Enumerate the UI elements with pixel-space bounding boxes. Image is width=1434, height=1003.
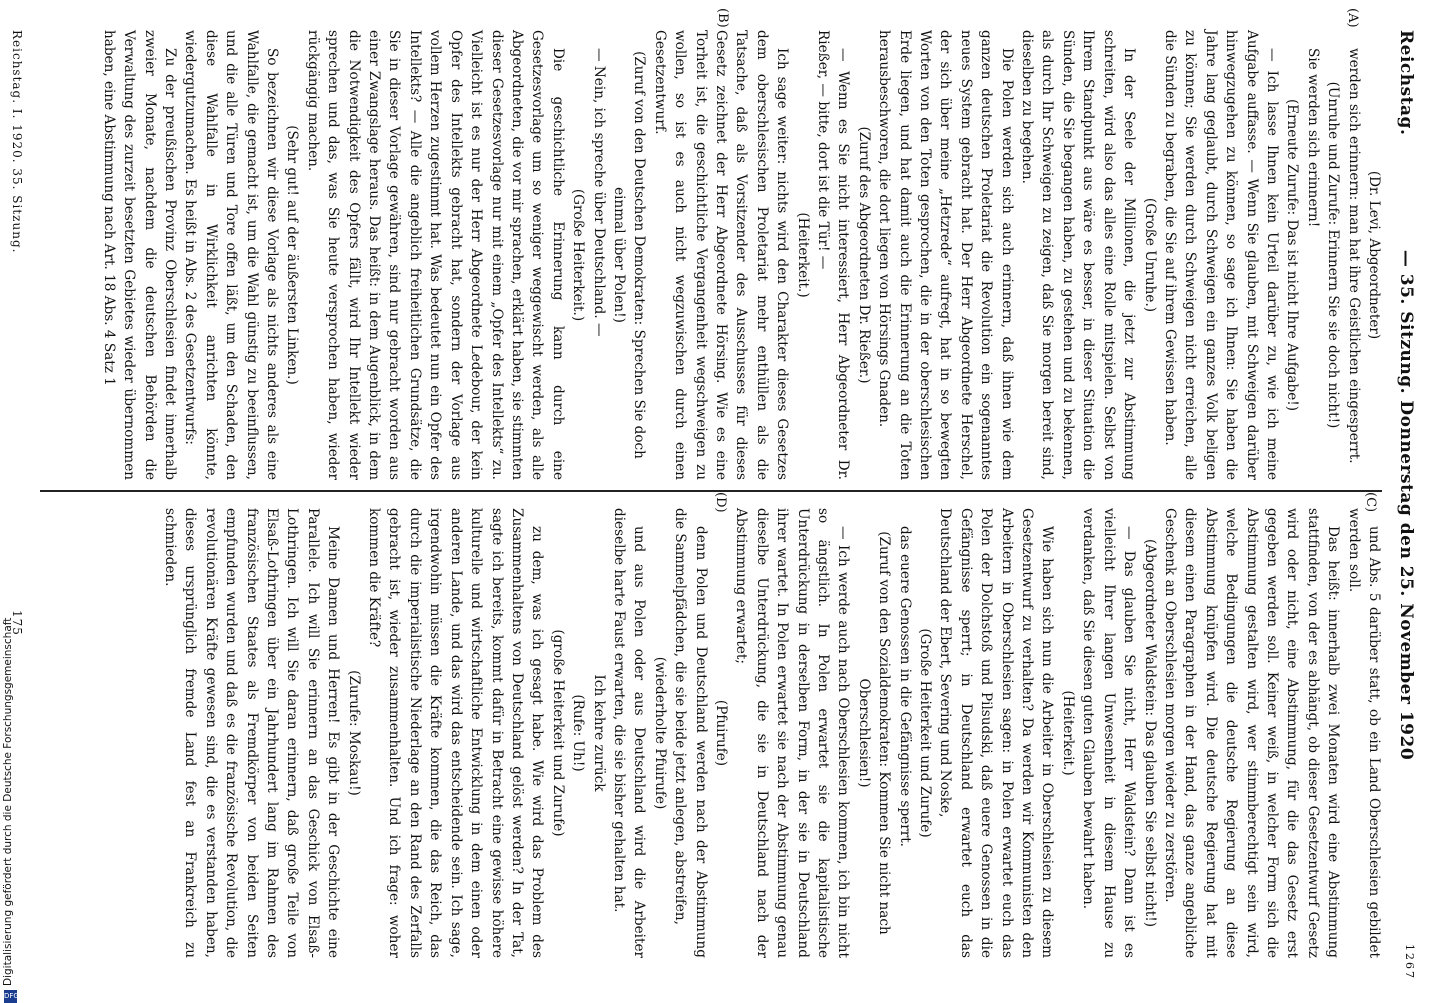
left-column-paragraph: In der Seele der Millionen, die jetzt zur Abstimmung schreiten, wird also das alles eine Rolle mitspielen. Selbst von Ihrem Standpunkt aus wäre es besser, in dieser Situation die Sünden, die Sie begangen haben, zu gestehen und zu bekennen, als durch Ihr Schweigen zu zeigen, daß Sie morgen bereit sind, dieselben zu begehen. [1019, 30, 1138, 480]
header-left: Reichstag. [1396, 30, 1416, 136]
right-column-paragraph: Das heißt: innerhalb zwei Monaten wird eine Abstimmung stattfinden, von der es abhängt, ob dieser Gesetzentwurf Gesetz wird oder nicht, eine Abstimmung, für die das Gesetz erst gegeben werden soll. Keiner weiß, in welcher Form sich die Abstimmung gestalten wird, wer stimmberechtigt sein wird, welche Bedingungen die deutsche Regierung an diese Abstimmung knüpfen wird. Die deutsche Regierung hat mit diesem einen Paragraphen in der Hand, das ganze angebliche Geschenk an Oberschlesien morgen wieder zu zerstören. [1161, 508, 1342, 958]
right-column-paragraph: (Große Heiterkeit und Zurufe) [917, 628, 934, 838]
right-column-paragraph: (Heiterkeit.) [1059, 690, 1076, 776]
right-column-paragraph: (Zurufe: Moskau!) [345, 670, 362, 796]
left-column-paragraph: — Nein, ich spreche über Deutschland. — [590, 48, 607, 337]
footer-page-number: 175 [10, 610, 24, 636]
left-column-paragraph: Zu der preußischen Provinz Oberschlesien findet innerhalb zweier Monate, nachdem die deutschen Behörden die Verwaltung des zurzeit besetzten Gebietes wieder übernommen haben, eine Abstimmung nach Art. 18 Abs. 4 Satz 1 [100, 30, 179, 480]
left-column-paragraph: So bezeichnen wir diese Vorlage als nichts anderes als eine Wahlfalle, die gemacht ist, um die Wahl günstig zu beeinflussen, und die alle Türen und Tore offen läßt, um den Schaden, den diese Wahlfalle in Wirklichkeit anrichten könnte, wiedergutzumachen. Es heißt in Abs. 2 des Gesetzentwurfs: [182, 30, 281, 480]
left-column-paragraph: werden sich erinnern: man hat ihre Geistlichen eingesperrt. [1345, 48, 1362, 464]
margin-marker-a: (A) [1345, 8, 1360, 28]
right-column-paragraph: (Rufe: Uh!) [570, 694, 587, 772]
left-column-paragraph: Ich sage weiter: nichts wird den Charakter dieses Gesetzes dem oberschlesischen Proletariat mehr enthüllen als die Tatsache, daß als Vorsitzender des Ausschusses für dieses Gesetz zeichnet der Herr Abgeordnete Hörsing. Wie es eine Torheit ist, die geschichtliche Vergangenheit wegschweigen zu wollen, so ist es auch nicht wegzuwischen durch einen Gesetzentwurf. [651, 30, 791, 480]
right-column-paragraph: — Ich werde auch nach Oberschlesien kommen, ich bin nicht so ängstlich. In Polen erwartet sie die kapitalistische Unterdrückung in derselben Form, in der sie in Deutschland ihrer wartet. In Polen erwartet sie nach der Abstimmung genau dieselbe Unterdrückung, die sie in Deutschland nach der Abstimmung erwartet; [733, 508, 852, 958]
right-column-paragraph: (Abgeordneter Waldstein: Das glauben Sie selbst nicht!) [1141, 538, 1158, 928]
margin-marker-c: (C) [1363, 492, 1378, 513]
dfg-logo-mark: DFG [4, 990, 17, 1003]
right-column-paragraph: und aus Polen oder aus Deutschland wird die Arbeiter dieselbe harte Faust erwarten, die sie bisher gehalten hat. [610, 508, 648, 958]
right-column-paragraph: Meine Damen und Herren! Es gibt in der Geschichte eine Parallele. Ich will Sie erinnern an das Geschick von Elsaß-Lothringen. Ich will Sie daran erinnern, daß große Teile von Elsaß-Lothringen über ein Jahrhundert lang im Rahmen des französischen Staates als Fremdkörper von beiden Seiten empfunden wurden und daß es die französische Revolution, die revolutionären Kräfte gewesen sind, die es verstanden haben, dieses ursprünglich fremde Land fest an Frankreich zu schmieden. [162, 508, 342, 958]
right-column-paragraph: (Pfuirufe) [713, 699, 729, 767]
right-column [30, 508, 1384, 958]
right-column-paragraph: das euere Genossen in die Gefängnisse sperrt. [896, 526, 913, 847]
right-column-paragraph: Wie haben sich nun die Arbeiter in Oberschlesien zu diesem Gesetzentwurf zu verhalten? Da werden wir Kommunisten den Arbeitern in Oberschlesien sagen: in Polen erwartet euch das Polen der Dolchstoß und Pilsudski, daß euere Genossen in die Gefängnisse sperrt; in Deutschland erwartet euch das Deutschland der Ebert, Severing und Noske, [937, 508, 1056, 958]
left-column-paragraph: (Zuruf von den Deutschen Demokraten: Sprechen Sie doch einmal über Polen!) [610, 51, 648, 459]
margin-marker-b: (B) [715, 8, 730, 28]
left-column-paragraph: (Sehr gut! auf der äußersten Linken.) [284, 125, 301, 385]
left-column-paragraph: (Dr. Levi, Abgeordneter) [1366, 170, 1382, 340]
margin-marker-d: (D) [713, 492, 728, 513]
header-title: — 35. Sitzung. Donnerstag den 25. November 1920 [1396, 249, 1416, 761]
right-column-paragraph: — Das glauben Sie nicht, Herr Waldstein? Dann ist es vielleicht Ihrer langen Unwesenheit in diesem Hause zu verdanken, daß Sie diesen guten Glauben bewahrt haben. [1080, 508, 1138, 958]
left-column-paragraph: — Ich lasse Ihnen kein Urteil darüber zu, wie ich meine Aufgabe auffasse. — Wenn Sie glauben, mit Schweigen darüber hinwegzugehen zu können, so sage ich Ihnen: Sie haben die Jahre lang geglaubt, durch Schweigen ein ganzes Volk beligen zu können; Sie werden durch Schweigen nicht erreichen, alle die Sünden zu begraben, die Sie auf ihrem Gewissen haben. [1161, 30, 1280, 480]
dfg-logo [4, 990, 17, 1003]
right-column-paragraph: zu dem, was ich gesagt habe. Wie wird das Problem des Zusammenhaltens von Deutschland gelöst werden? In der Tat, sagte ich bereits, kommt dafür in Betracht eine gewisse höhere kulturelle und wirtschaftliche Entwicklung in dem einen oder anderen Lande, und das wird das entscheidende sein. Ich sage, irgendwohin müssen die Kräfte kommen, die das Reich, das durch die imperialistische Niederlage an den Rand des Zerfalls gebracht ist, wieder zusammenhalten. Und ich frage: woher kommen die Kräfte? [366, 508, 546, 958]
left-column-paragraph: Sie werden sich erinnern! [1304, 48, 1321, 228]
left-column-paragraph: (Erneute Zurufe: Das ist nicht Ihre Aufgabe!) [1284, 98, 1301, 412]
footer-reference: Reichstag. I. 1920. 35. Sitzung. [10, 30, 24, 254]
left-column-paragraph: Die Polen werden sich auch erinnern, daß ihnen wie dem ganzen deutschen Proletariat die Revolution ein sogenanntes neues System gebracht hat. Der Herr Abgeordnete Herschel, der sich über meine „Hetzrede“ aufregt, hat in so bewegten Worten von den Toten gesprochen, die in der oberschlesischen Erde liegen, und hat damit auch die Erinnerung an die Toten herausbeschworen, die dort liegen von Hörsings Gnaden. [876, 30, 1015, 480]
right-column-paragraph: (große Heiterkeit und Zurufe) [549, 629, 566, 837]
right-column-paragraph: denn Polen und Deutschland werden nach der Abstimmung die Sammelpfädchen, die sie beide jetzt anlegen, abstreifen, [672, 508, 709, 958]
column-divider [40, 490, 1382, 492]
left-column-paragraph: (Große Unruhe.) [1141, 197, 1158, 313]
left-column-paragraph: — Wenn es Sie nicht interessiert, Herr Abgeordneter Dr. Rießer, — bitte, dort ist die Tür! — [815, 30, 852, 480]
left-column-paragraph: (Zuruf des Abgeordneten Dr. Rießer.) [855, 126, 872, 384]
left-column-paragraph: (Unruhe und Zurufe: Erinnern Sie sie doch nicht!) [1325, 81, 1342, 429]
right-column-paragraph: Ich kehre zurück [590, 674, 607, 792]
funding-note: Digitalisierung gefördert durch die Deutsche Forschungsgemeinschaft [2, 617, 14, 986]
header-page-number: 1267 [1403, 944, 1416, 980]
left-column-paragraph: (Große Heiterkeit.) [570, 188, 587, 322]
left-column-paragraph: Die geschichtliche Erinnerung kann durch eine Gesetzesvorlage um so weniger weggewischt werden, als alle Abgeordneten, die vor mir sprachen, erklärt haben, sie stimmten dieser Gesetzesvorlage nur mit einem „Opfer des Intellekts“ zu. Vielleicht ist es nur der Herr Abgeordnete Ledebour, der kein Opfer des Intellekts gebracht hat, sondern der Vorlage aus vollem Herzen zugestimmt hat. Was bedeutet nun ein Opfer des Intellekts? — Alle die angeblich freiheitlichen Grundsätze, die Sie in dieser Vorlage gewähren, sind nur gebracht worden aus einer Zwangslage heraus. Das heißt: in dem Augenblick, in dem die Notwendigkeit des Opfers fällt, wird Ihr Intellekt wieder sprechen und das, was Sie heute versprochen haben, wieder rückgängig machen. [304, 30, 566, 480]
right-column-paragraph: (Zuruf von den Sozialdemokraten: Kommen Sie nicht nach Oberschlesien!) [855, 531, 893, 935]
page-header [1388, 30, 1416, 980]
left-column-paragraph: (Heiterkeit.) [794, 212, 811, 298]
right-column-paragraph: (wiederholte Pfuirufe) [651, 656, 668, 810]
right-column-paragraph: und Abs. 5 darüber statt, ob ein Land Oberschlesien gebildet werden soll. [1345, 508, 1382, 958]
left-column [30, 30, 1384, 480]
